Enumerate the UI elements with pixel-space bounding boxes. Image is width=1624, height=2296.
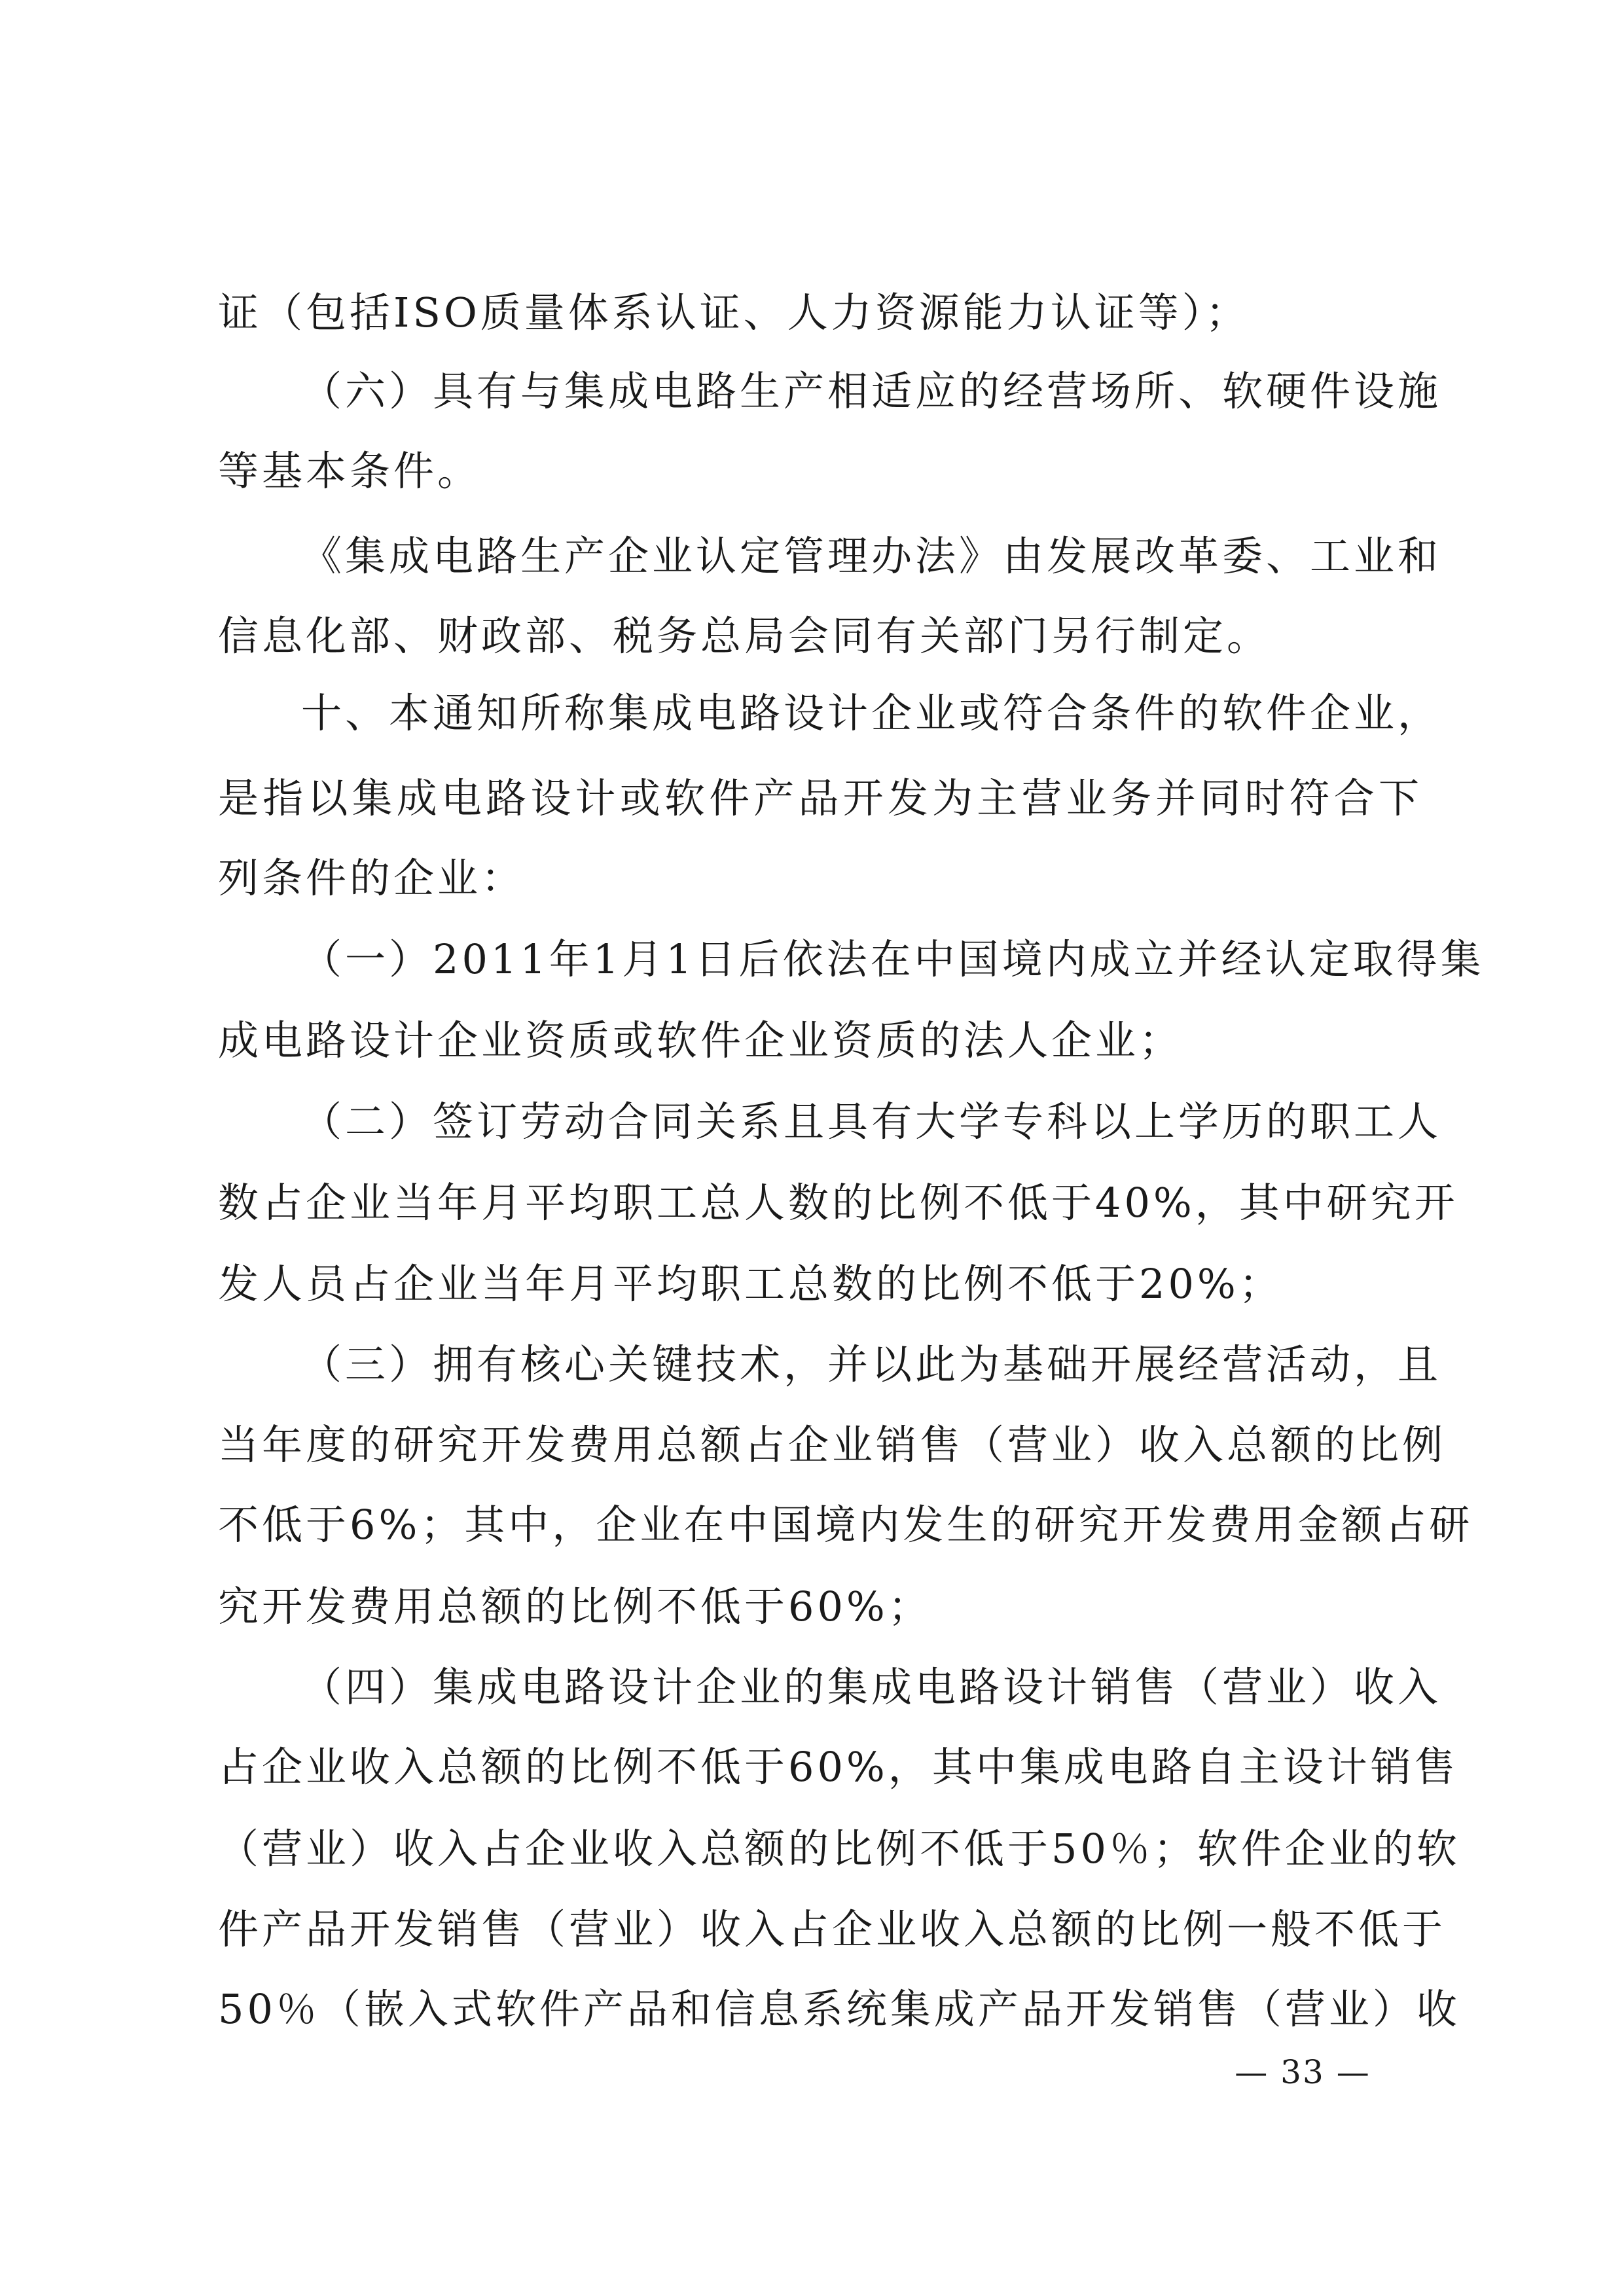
page-number: — 33 — [1235,2053,1371,2091]
body-line-16: 不低于6%；其中，企业在中国境内发生的研究开发费用金额占研 [218,1501,1473,1549]
body-line-22: 50％（嵌入式软件产品和信息系统集成产品开发销售（营业）收 [218,1985,1460,2033]
body-line-20: （营业）收入占企业收入总额的比例不低于50％；软件企业的软 [218,1825,1460,1873]
body-line-18: （四）集成电路设计企业的集成电路设计销售（营业）收入 [301,1663,1442,1711]
body-line-14: （三）拥有核心关键技术，并以此为基础开展经营活动，且 [301,1340,1442,1388]
body-line-9: （一）2011年1月1日后依法在中国境内成立并经认定取得集 [301,935,1485,983]
body-line-2: （六）具有与集成电路生产相适应的经营场所、软硬件设施 [301,367,1442,415]
body-line-17: 究开发费用总额的比例不低于60%； [218,1583,932,1630]
body-line-19: 占企业收入总额的比例不低于60%，其中集成电路自主设计销售 [218,1743,1458,1791]
body-line-10: 成电路设计企业资质或软件企业资质的法人企业； [218,1016,1183,1064]
body-line-4: 《集成电路生产企业认定管理办法》由发展改革委、工业和 [301,532,1442,580]
body-line-7: 是指以集成电路设计或软件产品开发为主营业务并同时符合下 [218,774,1422,822]
body-line-21: 件产品开发销售（营业）收入占企业收入总额的比例一般不低于 [218,1905,1447,1953]
body-line-6: 十、本通知所称集成电路设计企业或符合条件的软件企业， [301,689,1442,737]
body-line-13: 发人员占企业当年月平均职工总数的比例不低于20%； [218,1260,1283,1308]
body-line-5: 信息化部、财政部、税务总局会同有关部门另行制定。 [218,612,1271,660]
body-line-1: 证（包括ISO质量体系认证、人力资源能力认证等）； [218,289,1250,336]
body-line-3: 等基本条件。 [218,447,482,495]
body-line-8: 列条件的企业： [218,854,526,902]
body-line-11: （二）签订劳动合同关系且具有大学专科以上学历的职工人 [301,1098,1442,1145]
body-line-15: 当年度的研究开发费用总额占企业销售（营业）收入总额的比例 [218,1421,1447,1469]
body-line-12: 数占企业当年月平均职工总人数的比例不低于40%，其中研究开 [218,1179,1458,1227]
